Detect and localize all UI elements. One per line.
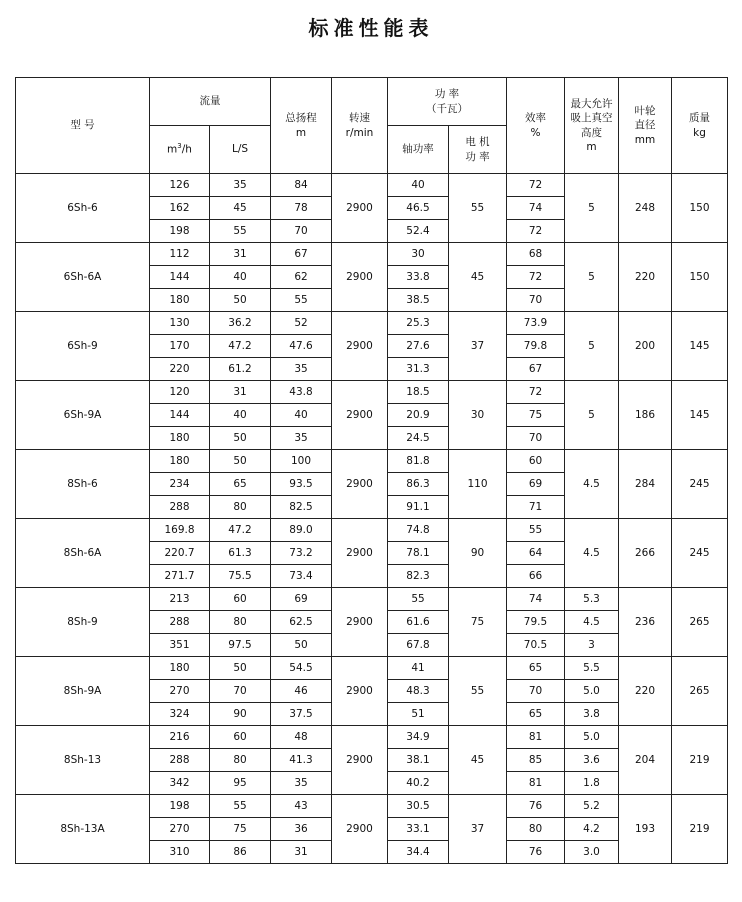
shaft-power-cell: 41 (388, 657, 449, 680)
motor-power-cell: 55 (449, 657, 507, 726)
efficiency-cell: 80 (507, 818, 565, 841)
col-header-impeller-diameter: 叶轮 直径 mm (619, 78, 672, 174)
shaft-power-cell: 40 (388, 174, 449, 197)
efficiency-cell: 81 (507, 726, 565, 749)
table-row (16, 312, 728, 335)
flow-m3h-cell: 288 (150, 496, 210, 519)
flow-ls-cell: 61.3 (210, 542, 271, 565)
shaft-power-cell: 78.1 (388, 542, 449, 565)
speed-cell: 2900 (332, 450, 388, 519)
impeller-diameter-cell: 200 (619, 312, 672, 381)
shaft-power-cell: 38.1 (388, 749, 449, 772)
shaft-power-cell: 30.5 (388, 795, 449, 818)
head-cell: 35 (271, 358, 332, 381)
speed-cell: 2900 (332, 588, 388, 657)
efficiency-cell: 73.9 (507, 312, 565, 335)
suction-lift-cell: 5 (565, 243, 619, 312)
suction-lift-cell: 3 (565, 634, 619, 657)
efficiency-cell: 70.5 (507, 634, 565, 657)
shaft-power-cell: 82.3 (388, 565, 449, 588)
table-row (16, 588, 728, 611)
flow-ls-cell: 50 (210, 427, 271, 450)
head-cell: 43.8 (271, 381, 332, 404)
table-row (16, 519, 728, 542)
speed-cell: 2900 (332, 243, 388, 312)
col-header-suction-lift: 最大允许 吸上真空 高度 m (565, 78, 619, 174)
flow-m3h-cell: 220 (150, 358, 210, 381)
shaft-power-cell: 67.8 (388, 634, 449, 657)
flow-ls-cell: 95 (210, 772, 271, 795)
flow-m3h-cell: 112 (150, 243, 210, 266)
flow-m3h-cell: 180 (150, 657, 210, 680)
head-cell: 37.5 (271, 703, 332, 726)
head-cell: 89.0 (271, 519, 332, 542)
shaft-power-cell: 30 (388, 243, 449, 266)
efficiency-cell: 72 (507, 174, 565, 197)
suction-lift-cell: 5.5 (565, 657, 619, 680)
flow-m3h-cell: 120 (150, 381, 210, 404)
efficiency-cell: 65 (507, 657, 565, 680)
efficiency-cell: 74 (507, 588, 565, 611)
head-cell: 46 (271, 680, 332, 703)
efficiency-cell: 76 (507, 795, 565, 818)
table-body (16, 174, 728, 864)
shaft-power-cell: 18.5 (388, 381, 449, 404)
speed-cell: 2900 (332, 519, 388, 588)
flow-m3h-cell: 180 (150, 289, 210, 312)
flow-ls-cell: 50 (210, 657, 271, 680)
head-cell: 35 (271, 427, 332, 450)
flow-m3h-cell: 270 (150, 680, 210, 703)
flow-ls-cell: 35 (210, 174, 271, 197)
head-cell: 48 (271, 726, 332, 749)
shaft-power-cell: 51 (388, 703, 449, 726)
flow-m3h-cell: 198 (150, 220, 210, 243)
head-cell: 69 (271, 588, 332, 611)
flow-ls-cell: 90 (210, 703, 271, 726)
head-cell: 47.6 (271, 335, 332, 358)
shaft-power-cell: 40.2 (388, 772, 449, 795)
head-cell: 67 (271, 243, 332, 266)
flow-m3h-cell: 271.7 (150, 565, 210, 588)
mass-cell: 245 (672, 519, 728, 588)
efficiency-cell: 66 (507, 565, 565, 588)
speed-cell: 2900 (332, 381, 388, 450)
table-row (16, 795, 728, 818)
head-cell: 54.5 (271, 657, 332, 680)
shaft-power-cell: 74.8 (388, 519, 449, 542)
flow-m3h-cell: 180 (150, 450, 210, 473)
col-header-shaft-power: 轴功率 (388, 126, 449, 174)
flow-ls-cell: 61.2 (210, 358, 271, 381)
head-cell: 73.4 (271, 565, 332, 588)
motor-power-cell: 37 (449, 795, 507, 864)
efficiency-cell: 70 (507, 680, 565, 703)
efficiency-cell: 70 (507, 289, 565, 312)
head-cell: 62 (271, 266, 332, 289)
table-row (16, 726, 728, 749)
head-cell: 43 (271, 795, 332, 818)
shaft-power-cell: 31.3 (388, 358, 449, 381)
shaft-power-cell: 86.3 (388, 473, 449, 496)
mass-cell: 219 (672, 795, 728, 864)
efficiency-cell: 64 (507, 542, 565, 565)
model-cell: 8Sh-6 (16, 450, 150, 519)
speed-cell: 2900 (332, 726, 388, 795)
model-cell: 8Sh-9 (16, 588, 150, 657)
efficiency-cell: 68 (507, 243, 565, 266)
impeller-diameter-cell: 266 (619, 519, 672, 588)
flow-ls-cell: 47.2 (210, 519, 271, 542)
table-row (16, 174, 728, 197)
head-cell: 100 (271, 450, 332, 473)
mass-cell: 265 (672, 657, 728, 726)
shaft-power-cell: 55 (388, 588, 449, 611)
table-row (16, 657, 728, 680)
col-header-motor-power: 电 机 功 率 (449, 126, 507, 174)
flow-ls-cell: 31 (210, 381, 271, 404)
flow-ls-cell: 55 (210, 795, 271, 818)
head-cell: 36 (271, 818, 332, 841)
motor-power-cell: 55 (449, 174, 507, 243)
col-header-flow-ls: L/S (210, 126, 271, 174)
flow-m3h-cell: 288 (150, 611, 210, 634)
efficiency-cell: 85 (507, 749, 565, 772)
flow-ls-cell: 80 (210, 749, 271, 772)
flow-ls-cell: 40 (210, 404, 271, 427)
suction-lift-cell: 5.3 (565, 588, 619, 611)
flow-m3h-cell: 144 (150, 266, 210, 289)
head-cell: 78 (271, 197, 332, 220)
performance-table (15, 77, 728, 864)
suction-lift-cell: 3.6 (565, 749, 619, 772)
motor-power-cell: 45 (449, 726, 507, 795)
shaft-power-cell: 61.6 (388, 611, 449, 634)
efficiency-cell: 72 (507, 220, 565, 243)
page-title: 标准性能表 (308, 16, 434, 40)
col-header-flow: 流量 (150, 78, 271, 126)
head-cell: 73.2 (271, 542, 332, 565)
head-cell: 93.5 (271, 473, 332, 496)
efficiency-cell: 55 (507, 519, 565, 542)
flow-m3h-cell: 180 (150, 427, 210, 450)
model-cell: 8Sh-13A (16, 795, 150, 864)
flow-m3h-cell: 130 (150, 312, 210, 335)
flow-ls-cell: 75 (210, 818, 271, 841)
speed-cell: 2900 (332, 657, 388, 726)
efficiency-cell: 72 (507, 381, 565, 404)
motor-power-cell: 37 (449, 312, 507, 381)
head-cell: 40 (271, 404, 332, 427)
flow-ls-cell: 45 (210, 197, 271, 220)
flow-m3h-cell: 270 (150, 818, 210, 841)
efficiency-cell: 60 (507, 450, 565, 473)
flow-m3h-cell: 169.8 (150, 519, 210, 542)
flow-m3h-cell: 170 (150, 335, 210, 358)
col-header-flow-m3h: $m^3/h$ (150, 126, 210, 174)
flow-m3h-cell: 220.7 (150, 542, 210, 565)
impeller-diameter-cell: 193 (619, 795, 672, 864)
suction-lift-cell: 5.0 (565, 726, 619, 749)
flow-m3h-cell: 288 (150, 749, 210, 772)
suction-lift-cell: 5.0 (565, 680, 619, 703)
efficiency-cell: 69 (507, 473, 565, 496)
model-cell: 6Sh-9 (16, 312, 150, 381)
efficiency-cell: 72 (507, 266, 565, 289)
model-cell: 6Sh-6A (16, 243, 150, 312)
mass-cell: 219 (672, 726, 728, 795)
suction-lift-cell: 4.5 (565, 519, 619, 588)
col-header-head: 总扬程 m (271, 78, 332, 174)
head-cell: 84 (271, 174, 332, 197)
flow-ls-cell: 75.5 (210, 565, 271, 588)
flow-ls-cell: 70 (210, 680, 271, 703)
mass-cell: 145 (672, 312, 728, 381)
flow-ls-cell: 97.5 (210, 634, 271, 657)
col-header-model: 型 号 (16, 78, 150, 174)
impeller-diameter-cell: 204 (619, 726, 672, 795)
col-header-power: 功 率 （千瓦） (388, 78, 507, 126)
flow-m3h-cell: 324 (150, 703, 210, 726)
suction-lift-cell: 5 (565, 381, 619, 450)
motor-power-cell: 75 (449, 588, 507, 657)
impeller-diameter-cell: 248 (619, 174, 672, 243)
flow-ls-cell: 80 (210, 496, 271, 519)
efficiency-cell: 67 (507, 358, 565, 381)
speed-cell: 2900 (332, 795, 388, 864)
shaft-power-cell: 46.5 (388, 197, 449, 220)
flow-ls-cell: 86 (210, 841, 271, 864)
flow-ls-cell: 40 (210, 266, 271, 289)
head-cell: 50 (271, 634, 332, 657)
flow-ls-cell: 31 (210, 243, 271, 266)
flow-m3h-cell: 216 (150, 726, 210, 749)
shaft-power-cell: 91.1 (388, 496, 449, 519)
shaft-power-cell: 48.3 (388, 680, 449, 703)
suction-lift-cell: 1.8 (565, 772, 619, 795)
flow-ls-cell: 36.2 (210, 312, 271, 335)
flow-m3h-cell: 310 (150, 841, 210, 864)
flow-m3h-cell: 234 (150, 473, 210, 496)
head-cell: 70 (271, 220, 332, 243)
efficiency-cell: 81 (507, 772, 565, 795)
flow-m3h-cell: 144 (150, 404, 210, 427)
shaft-power-cell: 52.4 (388, 220, 449, 243)
flow-m3h-cell: 213 (150, 588, 210, 611)
head-cell: 82.5 (271, 496, 332, 519)
suction-lift-cell: 4.5 (565, 450, 619, 519)
head-cell: 62.5 (271, 611, 332, 634)
head-cell: 35 (271, 772, 332, 795)
flow-ls-cell: 80 (210, 611, 271, 634)
head-cell: 31 (271, 841, 332, 864)
impeller-diameter-cell: 220 (619, 657, 672, 726)
flow-m3h-cell: 198 (150, 795, 210, 818)
efficiency-cell: 71 (507, 496, 565, 519)
mass-cell: 265 (672, 588, 728, 657)
head-cell: 55 (271, 289, 332, 312)
shaft-power-cell: 25.3 (388, 312, 449, 335)
table-header (16, 78, 728, 174)
speed-cell: 2900 (332, 174, 388, 243)
col-header-speed: 转速 r/min (332, 78, 388, 174)
suction-lift-cell: 5.2 (565, 795, 619, 818)
table-row (16, 381, 728, 404)
impeller-diameter-cell: 284 (619, 450, 672, 519)
table-row (16, 243, 728, 266)
shaft-power-cell: 81.8 (388, 450, 449, 473)
shaft-power-cell: 33.1 (388, 818, 449, 841)
flow-ls-cell: 50 (210, 450, 271, 473)
shaft-power-cell: 27.6 (388, 335, 449, 358)
model-cell: 6Sh-6 (16, 174, 150, 243)
flow-m3h-cell: 162 (150, 197, 210, 220)
impeller-diameter-cell: 186 (619, 381, 672, 450)
mass-cell: 150 (672, 243, 728, 312)
impeller-diameter-cell: 236 (619, 588, 672, 657)
suction-lift-cell: 4.2 (565, 818, 619, 841)
flow-ls-cell: 47.2 (210, 335, 271, 358)
motor-power-cell: 30 (449, 381, 507, 450)
flow-ls-cell: 50 (210, 289, 271, 312)
flow-m3h-cell: 342 (150, 772, 210, 795)
impeller-diameter-cell: 220 (619, 243, 672, 312)
flow-ls-cell: 55 (210, 220, 271, 243)
model-cell: 8Sh-13 (16, 726, 150, 795)
shaft-power-cell: 24.5 (388, 427, 449, 450)
shaft-power-cell: 34.4 (388, 841, 449, 864)
flow-ls-cell: 60 (210, 726, 271, 749)
efficiency-cell: 65 (507, 703, 565, 726)
mass-cell: 150 (672, 174, 728, 243)
col-header-mass: 质量 kg (672, 78, 728, 174)
suction-lift-cell: 4.5 (565, 611, 619, 634)
suction-lift-cell: 3.8 (565, 703, 619, 726)
efficiency-cell: 76 (507, 841, 565, 864)
model-cell: 8Sh-9A (16, 657, 150, 726)
flow-ls-cell: 60 (210, 588, 271, 611)
speed-cell: 2900 (332, 312, 388, 381)
suction-lift-cell: 5 (565, 312, 619, 381)
table-row (16, 450, 728, 473)
efficiency-cell: 75 (507, 404, 565, 427)
shaft-power-cell: 20.9 (388, 404, 449, 427)
efficiency-cell: 79.5 (507, 611, 565, 634)
motor-power-cell: 110 (449, 450, 507, 519)
head-cell: 52 (271, 312, 332, 335)
shaft-power-cell: 33.8 (388, 266, 449, 289)
suction-lift-cell: 5 (565, 174, 619, 243)
shaft-power-cell: 38.5 (388, 289, 449, 312)
flow-m3h-cell: 351 (150, 634, 210, 657)
model-cell: 6Sh-9A (16, 381, 150, 450)
col-header-efficiency: 效率 % (507, 78, 565, 174)
efficiency-cell: 70 (507, 427, 565, 450)
flow-m3h-cell: 126 (150, 174, 210, 197)
efficiency-cell: 79.8 (507, 335, 565, 358)
shaft-power-cell: 34.9 (388, 726, 449, 749)
mass-cell: 145 (672, 381, 728, 450)
head-cell: 41.3 (271, 749, 332, 772)
flow-ls-cell: 65 (210, 473, 271, 496)
mass-cell: 245 (672, 450, 728, 519)
efficiency-cell: 74 (507, 197, 565, 220)
motor-power-cell: 90 (449, 519, 507, 588)
suction-lift-cell: 3.0 (565, 841, 619, 864)
motor-power-cell: 45 (449, 243, 507, 312)
model-cell: 8Sh-6A (16, 519, 150, 588)
